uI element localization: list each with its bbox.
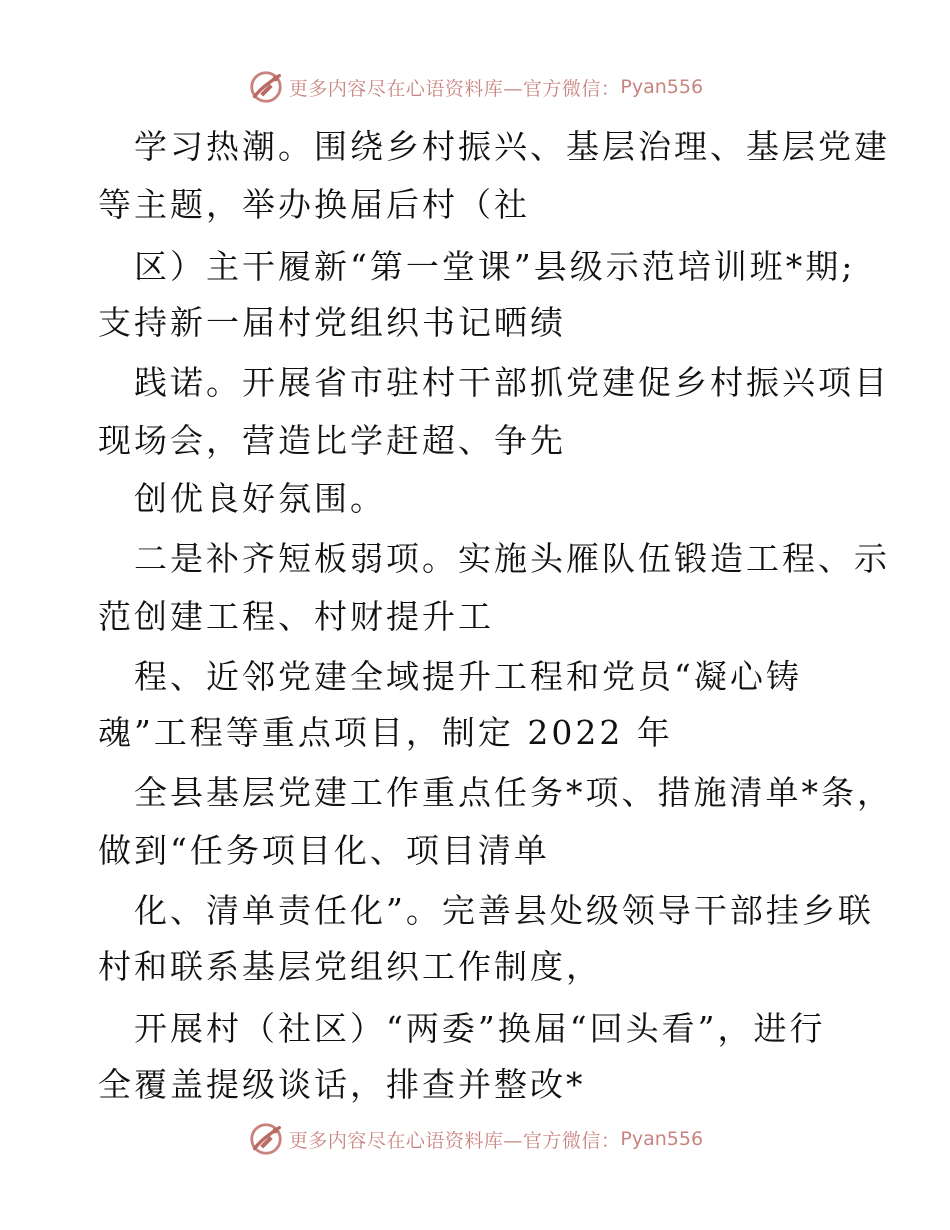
header-watermark bbox=[0, 68, 950, 106]
body-line: 等主题，举办换届后村（社 bbox=[98, 185, 530, 224]
watermark-wechat-id: Pyan556 bbox=[620, 1128, 704, 1150]
body-line: 支持新一届村党组织书记晒绩 bbox=[98, 303, 566, 342]
body-line: 创优良好氛围。 bbox=[134, 479, 386, 518]
body-line: 范创建工程、村财提升工 bbox=[98, 597, 494, 636]
body-line: 全覆盖提级谈话，排查并整改* bbox=[98, 1065, 586, 1104]
body-line: 魂”工程等重点项目，制定 2022 年 bbox=[98, 713, 673, 752]
body-line: 做到“任务项目化、项目清单 bbox=[98, 831, 550, 870]
body-line: 二是补齐短板弱项。实施头雁队伍锻造工程、示 bbox=[134, 539, 890, 578]
logo-icon bbox=[247, 1120, 285, 1158]
body-line: 全县基层党建工作重点任务*项、措施清单*条， bbox=[134, 773, 893, 812]
footer-watermark bbox=[0, 1120, 950, 1158]
body-line: 现场会，营造比学赶超、争先 bbox=[98, 421, 566, 460]
watermark-text: 更多内容尽在心语资料库—官方微信： bbox=[288, 77, 621, 100]
body-line: 程、近邻党建全域提升工程和党员“凝心铸 bbox=[134, 657, 802, 696]
logo-icon bbox=[247, 68, 285, 106]
body-line: 区）主干履新“第一堂课”县级示范培训班*期; bbox=[134, 247, 856, 286]
watermark-wechat-id: Pyan556 bbox=[620, 76, 704, 98]
body-line: 学习热潮。围绕乡村振兴、基层治理、基层党建 bbox=[134, 127, 890, 166]
body-line: 践诺。开展省市驻村干部抓党建促乡村振兴项目 bbox=[134, 363, 890, 402]
body-line: 化、清单责任化”。完善县处级领导干部挂乡联 bbox=[134, 891, 874, 930]
body-line: 村和联系基层党组织工作制度， bbox=[98, 947, 602, 986]
body-line: 开展村（社区）“两委”换届“回头看”，进行 bbox=[134, 1009, 826, 1048]
watermark-text: 更多内容尽在心语资料库—官方微信： bbox=[288, 1129, 621, 1152]
